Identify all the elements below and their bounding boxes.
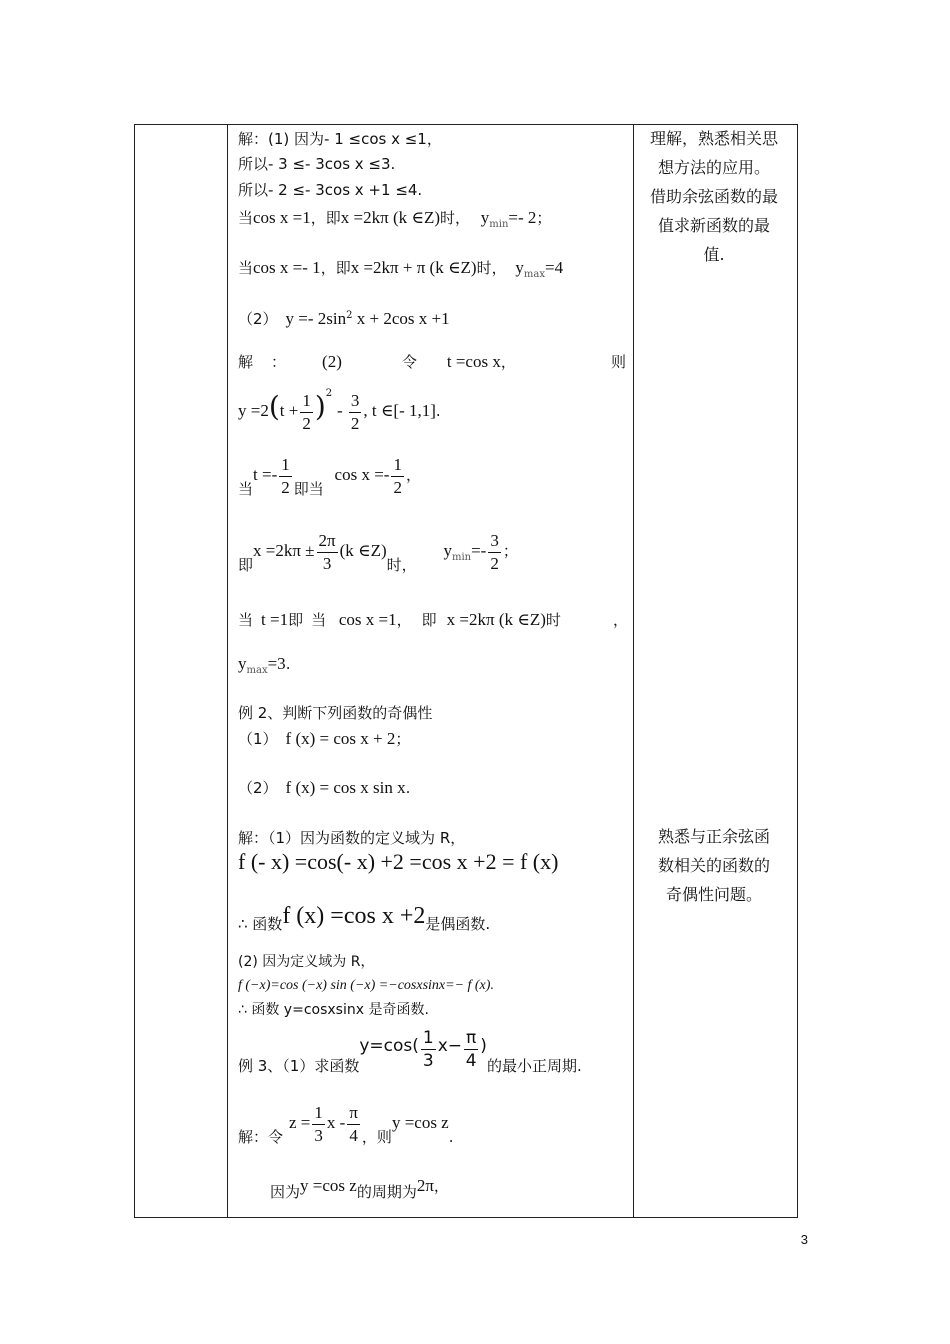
- text-line: ∴ 函数f (x) =cos x +2是偶函数.: [238, 903, 491, 933]
- text-line: 解：令z = $\frac{1}{3}$ x - $\frac{\pi}{4}$ ，则y =cos z.: [238, 1102, 454, 1146]
- text-line: 所以- 3 ≤- 3cos x ≤3.: [238, 155, 396, 173]
- text-line: f (−x)=cos (−x) sin (−x) =−cosxsinx=− f (x).: [238, 978, 494, 993]
- text-line: 解：(1) 因为- 1 ≤cos x ≤1，: [238, 130, 442, 148]
- text-line: 所以- 2 ≤- 3cos x +1 ≤4.: [238, 181, 423, 199]
- text-line: 当cos x =1，即x =2kπ (k ∈Z)时， $y_{min}=-$ 2；: [238, 208, 552, 230]
- text-line: （2） $y =- 2\sin^2$ x + 2cos x +1: [238, 309, 450, 328]
- text-line: 即x =2kπ ± $\frac{2\pi}{3}$ (k ∈Z)时， $y_{min}=-$ $\frac{3}{2}$ ；: [238, 530, 518, 574]
- text-line: 解：（1）因为函数的定义域为 R，: [238, 829, 466, 847]
- text-line: y =2(t + $\frac{1}{2}$ )$^2$ - $\frac{3}{2}$ , t ∈[- 1,1].: [238, 388, 441, 433]
- text-line: 解 ： (2) 令 t =cos x， 则: [238, 352, 626, 371]
- text-line: 例 3、（1）求函数y=cos( $\frac{1}{3}$ x− $\frac{\pi}{4}$ )的最小正周期.: [238, 1027, 582, 1075]
- teaching-note: 理解，熟悉相关思 想方法的应用。 借助余弦函数的最 值求新函数的最 值.: [649, 129, 778, 264]
- text-line: 当t =- $\frac{1}{2}$ 即当 cos x =- $\frac{1}{2}$ ，: [238, 454, 421, 498]
- text-line: 当cos x =- 1，即x =2kπ + π (k ∈Z)时， $y_{max}=4$: [238, 258, 564, 280]
- page-number: 3: [800, 1232, 808, 1247]
- teaching-note: 熟悉与正余弦函 数相关的函数的 奇偶性问题。: [657, 827, 770, 904]
- text-line: $y_{max}=3$.: [238, 654, 291, 676]
- text-line: ∴ 函数 y=cosxsinx 是奇函数.: [238, 1002, 429, 1018]
- text-line: （1） f (x) = cos x + 2；: [238, 729, 411, 748]
- text-line: (2) 因为定义域为 R，: [238, 954, 375, 970]
- equation: f (- x) =cos(- x) +2 =cos x +2 = f (x): [238, 849, 559, 874]
- text-line: （2） f (x) = cos x sin x.: [238, 778, 411, 797]
- text-line: 当 t =1即 当 cos x =1， 即 x =2kπ (k ∈Z)时 ，: [238, 610, 628, 629]
- text-line: 例 2、判断下列函数的奇偶性: [238, 704, 433, 722]
- text-line: 因为y =cos z的周期为2π，: [270, 1176, 449, 1201]
- column-divider: [633, 125, 634, 1217]
- column-divider: [227, 125, 228, 1217]
